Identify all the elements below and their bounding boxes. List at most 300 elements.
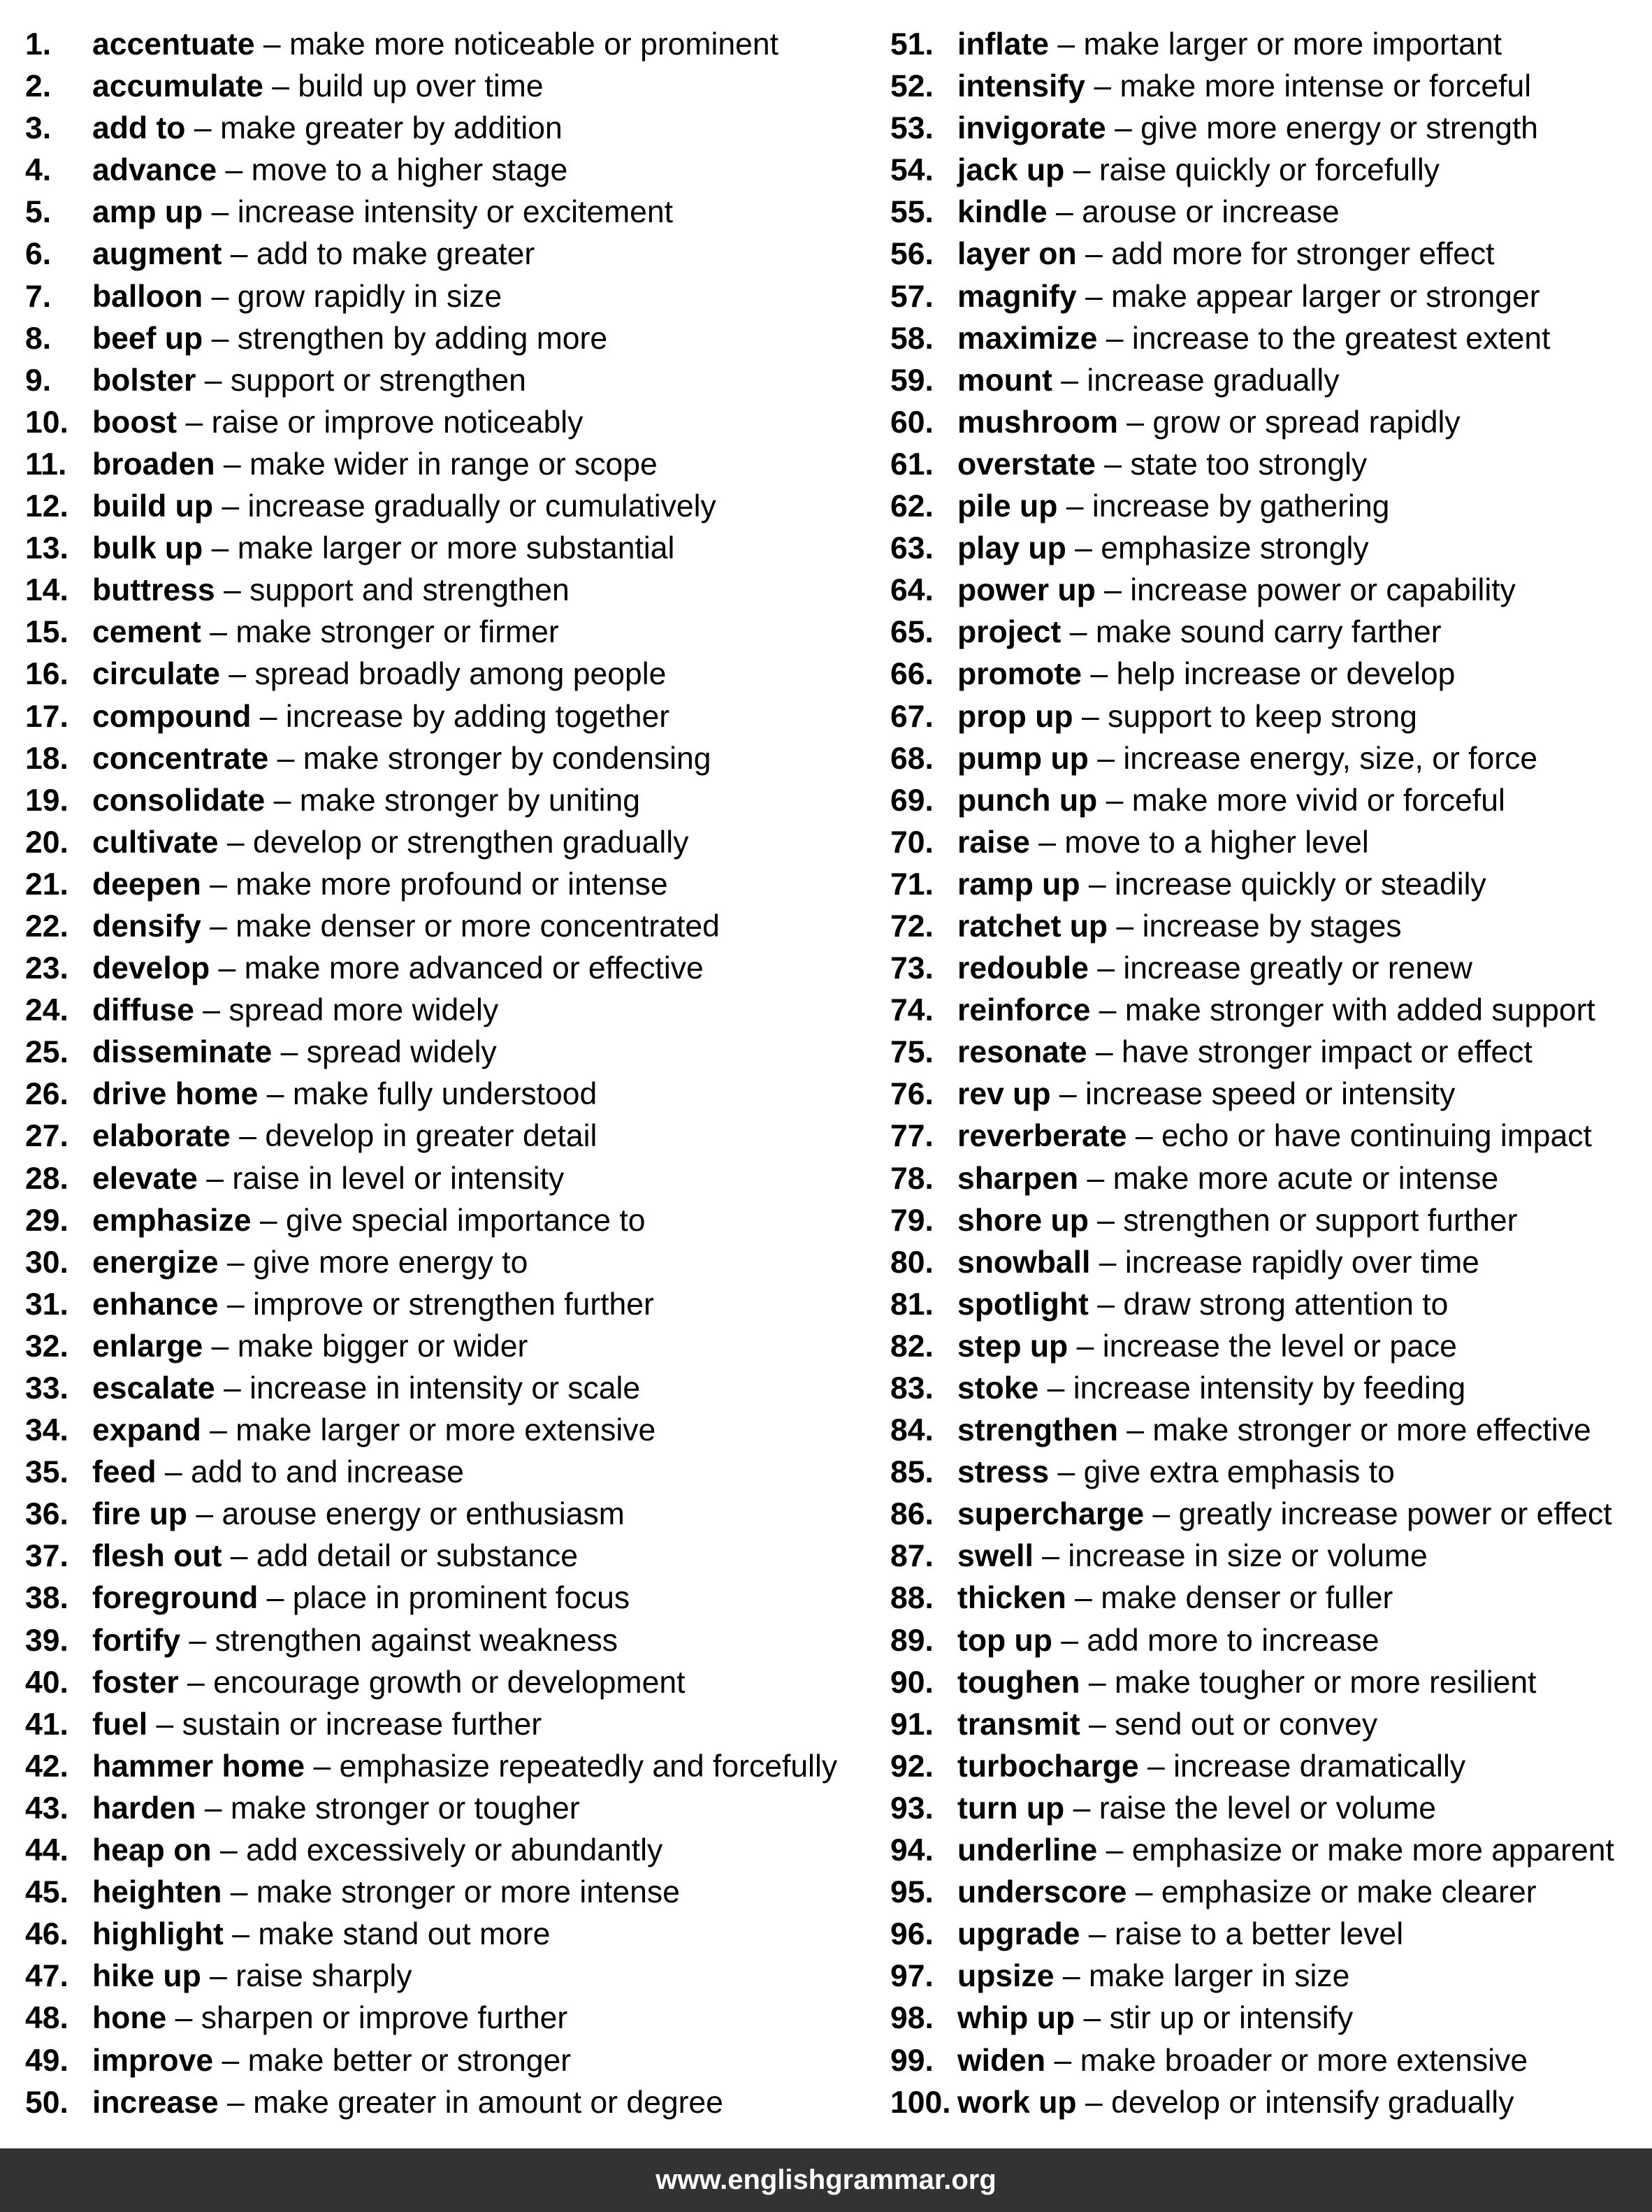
item-word: pile up xyxy=(957,489,1058,524)
item-separator: – xyxy=(265,783,300,818)
word-list-item xyxy=(25,526,871,568)
item-definition: move to a higher stage xyxy=(251,153,568,188)
item-word: raise xyxy=(957,825,1030,860)
word-list-item xyxy=(25,1911,871,1953)
item-number: 75. xyxy=(890,1035,934,1070)
item-number: 38. xyxy=(25,1581,68,1616)
item-word: hike up xyxy=(92,1959,201,1994)
item-definition: increase gradually xyxy=(1087,363,1340,398)
item-definition: make stronger or more intense xyxy=(256,1875,680,1910)
item-number: 40. xyxy=(25,1665,68,1700)
footer-website-link[interactable]: www.englishgrammar.org xyxy=(655,2164,997,2195)
item-number: 31. xyxy=(25,1287,68,1322)
item-word: augment xyxy=(92,237,222,272)
item-definition: increase rapidly over time xyxy=(1124,1245,1479,1280)
item-definition: spread widely xyxy=(306,1035,497,1070)
item-number: 58. xyxy=(890,321,934,356)
item-definition: make stronger by condensing xyxy=(303,741,711,776)
item-definition: make denser or fuller xyxy=(1101,1581,1393,1616)
item-definition: raise quickly or forcefully xyxy=(1099,153,1440,188)
item-word: disseminate xyxy=(92,1035,273,1070)
word-list-item xyxy=(25,484,871,526)
item-number: 91. xyxy=(890,1707,934,1742)
item-number: 70. xyxy=(890,825,934,860)
item-definition: draw strong attention to xyxy=(1123,1287,1449,1322)
item-number: 19. xyxy=(25,783,68,818)
item-separator: – xyxy=(203,279,238,314)
item-definition: state too strongly xyxy=(1130,447,1368,482)
item-number: 85. xyxy=(890,1455,934,1490)
item-definition: emphasize strongly xyxy=(1101,531,1369,566)
item-definition: arouse or increase xyxy=(1082,195,1340,230)
item-number: 52. xyxy=(890,69,934,104)
word-list-item xyxy=(890,2080,1652,2122)
item-definition: increase in intensity or scale xyxy=(249,1371,641,1405)
item-separator: – xyxy=(1076,279,1112,314)
item-number: 21. xyxy=(25,867,68,902)
item-number: 2. xyxy=(25,69,52,104)
item-number: 10. xyxy=(25,405,68,440)
word-list-item xyxy=(890,946,1652,988)
item-number: 15. xyxy=(25,615,68,650)
item-word: enhance xyxy=(92,1287,219,1322)
item-separator: – xyxy=(1117,405,1153,440)
item-definition: give more energy or strength xyxy=(1140,111,1539,146)
item-word: inflate xyxy=(957,27,1050,62)
item-word: diffuse xyxy=(92,993,194,1028)
right-word-column xyxy=(890,22,1652,2122)
item-definition: develop or intensify gradually xyxy=(1111,2085,1514,2120)
item-definition: make stronger with added support xyxy=(1124,993,1595,1028)
item-number: 25. xyxy=(25,1035,68,1070)
item-definition: increase energy, size, or force xyxy=(1123,741,1538,776)
item-definition: give extra emphasis to xyxy=(1083,1455,1395,1490)
item-number: 61. xyxy=(890,447,934,482)
item-word: kindle xyxy=(957,195,1048,230)
item-number: 8. xyxy=(25,321,52,356)
item-definition: build up over time xyxy=(298,69,544,104)
item-word: add to xyxy=(92,111,186,146)
item-separator: – xyxy=(185,111,220,146)
item-word: mushroom xyxy=(957,405,1118,440)
word-list-item xyxy=(890,1240,1652,1282)
item-word: buttress xyxy=(92,573,215,608)
left-word-column xyxy=(25,22,871,2122)
item-separator: – xyxy=(1066,531,1101,566)
item-definition: strengthen by adding more xyxy=(237,321,608,356)
item-word: ratchet up xyxy=(957,909,1108,944)
word-list-item xyxy=(25,358,871,400)
item-number: 29. xyxy=(25,1203,68,1238)
item-separator: – xyxy=(1097,783,1132,818)
item-separator: – xyxy=(1095,447,1131,482)
item-number: 7. xyxy=(25,279,52,314)
item-word: underline xyxy=(957,1833,1098,1868)
item-definition: make more noticeable or prominent xyxy=(289,27,778,62)
item-separator: – xyxy=(1064,153,1099,188)
item-definition: make appear larger or stronger xyxy=(1111,279,1540,314)
item-word: transmit xyxy=(957,1707,1080,1742)
item-separator: – xyxy=(1038,1371,1073,1405)
item-separator: – xyxy=(213,2043,248,2078)
item-number: 53. xyxy=(890,111,934,146)
item-separator: – xyxy=(222,1539,256,1574)
item-number: 93. xyxy=(890,1791,934,1826)
item-definition: make better or stronger xyxy=(247,2043,572,2078)
item-definition: encourage growth or development xyxy=(213,1665,686,1700)
word-list-item xyxy=(25,1282,871,1324)
word-list-item xyxy=(890,988,1652,1029)
item-separator: – xyxy=(1080,867,1115,902)
item-definition: increase by adding together xyxy=(285,699,670,734)
item-number: 100. xyxy=(890,2085,951,2120)
word-list-item xyxy=(25,1198,871,1240)
item-word: amp up xyxy=(92,195,203,230)
item-separator: – xyxy=(156,1455,191,1490)
word-list-item xyxy=(890,1324,1652,1366)
item-number: 76. xyxy=(890,1077,934,1112)
word-list-item xyxy=(890,64,1652,106)
item-definition: send out or convey xyxy=(1115,1707,1378,1742)
item-word: escalate xyxy=(92,1371,215,1405)
item-number: 89. xyxy=(890,1623,934,1658)
item-number: 81. xyxy=(890,1287,934,1322)
word-list-item xyxy=(25,231,871,273)
word-list-item xyxy=(25,609,871,651)
item-number: 86. xyxy=(890,1497,934,1532)
item-separator: – xyxy=(1108,909,1143,944)
item-number: 48. xyxy=(25,2001,68,2036)
word-list-item xyxy=(25,189,871,231)
word-list-item xyxy=(25,988,871,1029)
item-word: jack up xyxy=(957,153,1065,188)
item-separator: – xyxy=(218,1287,254,1322)
word-list-item xyxy=(25,22,871,64)
item-number: 66. xyxy=(890,657,934,692)
word-list-item xyxy=(25,1618,871,1660)
word-list-item xyxy=(25,904,871,946)
item-number: 99. xyxy=(890,2043,934,2078)
item-number: 3. xyxy=(25,111,52,146)
word-list-item xyxy=(890,1071,1652,1113)
item-number: 54. xyxy=(890,153,934,188)
word-list-item xyxy=(25,1575,871,1617)
word-list-item xyxy=(890,1198,1652,1240)
item-definition: make larger or more substantial xyxy=(237,531,675,566)
item-separator: – xyxy=(1033,1539,1068,1574)
item-definition: move to a higher level xyxy=(1064,825,1369,860)
item-separator: – xyxy=(201,867,236,902)
item-word: swell xyxy=(957,1539,1034,1574)
item-word: play up xyxy=(957,531,1066,566)
item-number: 51. xyxy=(890,27,934,62)
item-number: 1. xyxy=(25,27,52,62)
word-list-item xyxy=(25,400,871,442)
item-number: 73. xyxy=(890,951,934,986)
item-definition: raise or improve noticeably xyxy=(211,405,584,440)
item-definition: give more energy to xyxy=(253,1245,528,1280)
item-separator: – xyxy=(1045,2043,1080,2078)
item-definition: increase by stages xyxy=(1142,909,1402,944)
item-number: 71. xyxy=(890,867,934,902)
item-number: 45. xyxy=(25,1875,68,1910)
item-word: pump up xyxy=(957,741,1089,776)
item-separator: – xyxy=(1090,1245,1125,1280)
word-list-item xyxy=(25,1071,871,1113)
item-number: 6. xyxy=(25,237,52,272)
item-definition: emphasize repeatedly and forcefully xyxy=(339,1749,838,1784)
word-list-item xyxy=(890,1491,1652,1533)
item-separator: – xyxy=(272,1035,307,1070)
item-separator: – xyxy=(268,741,303,776)
item-number: 33. xyxy=(25,1371,68,1405)
item-definition: strengthen or support further xyxy=(1123,1203,1518,1238)
item-definition: develop in greater detail xyxy=(265,1119,597,1154)
item-number: 84. xyxy=(890,1413,934,1448)
item-separator: – xyxy=(1064,1791,1099,1826)
word-list-item xyxy=(25,1702,871,1744)
item-word: foster xyxy=(92,1665,179,1700)
item-separator: – xyxy=(210,951,245,986)
item-definition: raise the level or volume xyxy=(1099,1791,1437,1826)
item-number: 43. xyxy=(25,1791,68,1826)
word-list-item xyxy=(890,1113,1652,1155)
item-definition: make broader or more extensive xyxy=(1080,2043,1528,2078)
item-word: circulate xyxy=(92,657,221,692)
item-word: ramp up xyxy=(957,867,1080,902)
item-word: heighten xyxy=(92,1875,222,1910)
item-definition: make stronger by uniting xyxy=(299,783,641,818)
item-word: upgrade xyxy=(957,1917,1080,1952)
word-list-item xyxy=(25,1113,871,1155)
item-word: strengthen xyxy=(957,1413,1118,1448)
item-number: 50. xyxy=(25,2085,68,2120)
item-definition: make sound carry farther xyxy=(1095,615,1442,650)
item-separator: – xyxy=(258,1077,293,1112)
item-separator: – xyxy=(203,321,238,356)
item-word: hone xyxy=(92,2001,167,2036)
item-number: 12. xyxy=(25,489,68,524)
item-definition: support or strengthen xyxy=(230,363,526,398)
item-number: 56. xyxy=(890,237,934,272)
item-separator: – xyxy=(1087,1035,1122,1070)
item-definition: raise to a better level xyxy=(1115,1917,1404,1952)
word-list-item xyxy=(890,1911,1652,1953)
item-number: 65. xyxy=(890,615,934,650)
item-separator: – xyxy=(263,69,298,104)
item-separator: – xyxy=(1144,1497,1179,1532)
item-word: thicken xyxy=(957,1581,1066,1616)
item-number: 79. xyxy=(890,1203,934,1238)
item-separator: – xyxy=(1138,1749,1174,1784)
word-list-item xyxy=(25,1450,871,1491)
item-separator: – xyxy=(1080,1707,1115,1742)
item-definition: develop or strengthen gradually xyxy=(253,825,689,860)
item-number: 9. xyxy=(25,363,52,398)
word-list-item xyxy=(890,147,1652,189)
word-list-item xyxy=(890,1744,1652,1786)
item-separator: – xyxy=(218,1245,254,1280)
item-number: 46. xyxy=(25,1917,68,1952)
item-separator: – xyxy=(1126,1119,1161,1154)
item-word: fire up xyxy=(92,1497,187,1532)
word-list-item xyxy=(890,651,1652,693)
word-list-item xyxy=(25,694,871,736)
word-list-item xyxy=(890,189,1652,231)
item-definition: emphasize or make clearer xyxy=(1161,1875,1537,1910)
item-number: 41. xyxy=(25,1707,68,1742)
item-number: 60. xyxy=(890,405,934,440)
item-separator: – xyxy=(222,1875,256,1910)
item-separator: – xyxy=(1075,2001,1110,2036)
item-separator: – xyxy=(223,1917,259,1952)
item-word: turn up xyxy=(957,1791,1065,1826)
word-list-item xyxy=(890,22,1652,64)
item-separator: – xyxy=(178,1665,214,1700)
item-separator: – xyxy=(201,615,236,650)
item-word: compound xyxy=(92,699,252,734)
item-definition: make stand out more xyxy=(258,1917,551,1952)
word-list-item xyxy=(890,1029,1652,1071)
item-word: bulk up xyxy=(92,531,203,566)
item-number: 4. xyxy=(25,153,52,188)
item-number: 39. xyxy=(25,1623,68,1658)
item-definition: have stronger impact or effect xyxy=(1121,1035,1533,1070)
word-list-item xyxy=(25,1156,871,1198)
item-number: 14. xyxy=(25,573,68,608)
item-word: magnify xyxy=(957,279,1077,314)
item-definition: give special importance to xyxy=(286,1203,646,1238)
word-list-item xyxy=(890,609,1652,651)
item-word: fortify xyxy=(92,1623,181,1658)
item-separator: – xyxy=(1126,1875,1161,1910)
item-separator: – xyxy=(1076,2085,1112,2120)
item-separator: – xyxy=(218,825,254,860)
item-separator: – xyxy=(1095,573,1131,608)
item-separator: – xyxy=(1054,1959,1089,1994)
word-list-item xyxy=(890,862,1652,904)
item-word: mount xyxy=(957,363,1052,398)
item-word: resonate xyxy=(957,1035,1087,1070)
item-definition: increase in size or volume xyxy=(1068,1539,1428,1574)
word-list-item xyxy=(890,442,1652,484)
item-number: 92. xyxy=(890,1749,934,1784)
item-number: 94. xyxy=(890,1833,934,1868)
item-word: broaden xyxy=(92,447,215,482)
word-list-item xyxy=(890,274,1652,316)
item-definition: increase to the greatest extent xyxy=(1131,321,1551,356)
item-definition: make greater by addition xyxy=(219,111,563,146)
word-list-item xyxy=(25,64,871,106)
item-definition: make more vivid or forceful xyxy=(1131,783,1505,818)
item-definition: raise in level or intensity xyxy=(232,1161,565,1196)
item-word: overstate xyxy=(957,447,1096,482)
item-definition: arouse energy or enthusiasm xyxy=(222,1497,625,1532)
item-definition: increase greatly or renew xyxy=(1123,951,1473,986)
item-definition: greatly increase power or effect xyxy=(1178,1497,1612,1532)
item-word: intensify xyxy=(957,69,1085,104)
item-word: harden xyxy=(92,1791,196,1826)
word-list-item xyxy=(890,736,1652,778)
item-separator: – xyxy=(1080,1917,1115,1952)
word-list-item xyxy=(890,778,1652,820)
item-definition: make stronger or more effective xyxy=(1152,1413,1591,1448)
word-list-item xyxy=(25,1366,871,1408)
word-list-item xyxy=(25,1870,871,1911)
item-separator: – xyxy=(1106,111,1141,146)
item-word: redouble xyxy=(957,951,1089,986)
item-definition: increase intensity or excitement xyxy=(237,195,674,230)
word-list-item xyxy=(890,1702,1652,1744)
item-word: elevate xyxy=(92,1161,198,1196)
item-separator: – xyxy=(1076,237,1112,272)
item-separator: – xyxy=(1090,993,1125,1028)
item-definition: emphasize or make more apparent xyxy=(1131,1833,1614,1868)
item-number: 96. xyxy=(890,1917,934,1952)
item-word: increase xyxy=(92,2085,219,2120)
item-word: fuel xyxy=(92,1707,148,1742)
item-separator: – xyxy=(1088,1203,1124,1238)
item-definition: strengthen against weakness xyxy=(215,1623,618,1658)
word-list-item xyxy=(25,274,871,316)
item-word: invigorate xyxy=(957,111,1106,146)
item-number: 30. xyxy=(25,1245,68,1280)
item-word: enlarge xyxy=(92,1329,203,1364)
item-word: snowball xyxy=(957,1245,1091,1280)
item-separator: – xyxy=(215,1371,250,1405)
item-separator: – xyxy=(211,1833,247,1868)
item-separator: – xyxy=(1052,1623,1087,1658)
item-separator: – xyxy=(1097,321,1132,356)
item-definition: make more acute or intense xyxy=(1113,1161,1499,1196)
item-number: 36. xyxy=(25,1497,68,1532)
item-separator: – xyxy=(222,237,256,272)
item-number: 5. xyxy=(25,195,52,230)
item-definition: make tougher or more resilient xyxy=(1114,1665,1537,1700)
item-separator: – xyxy=(1052,363,1087,398)
item-word: heap on xyxy=(92,1833,212,1868)
item-separator: – xyxy=(1049,27,1084,62)
item-definition: add detail or substance xyxy=(256,1539,579,1574)
item-number: 64. xyxy=(890,573,934,608)
item-word: consolidate xyxy=(92,783,266,818)
item-word: emphasize xyxy=(92,1203,252,1238)
item-word: concentrate xyxy=(92,741,269,776)
item-definition: grow or spread rapidly xyxy=(1152,405,1461,440)
word-list-item xyxy=(890,1156,1652,1198)
word-list-item xyxy=(25,1408,871,1450)
item-separator: – xyxy=(203,1329,238,1364)
item-word: promote xyxy=(957,657,1082,692)
word-list-item xyxy=(890,1618,1652,1660)
item-word: bolster xyxy=(92,363,196,398)
item-word: elaborate xyxy=(92,1119,231,1154)
item-separator: – xyxy=(1117,1413,1153,1448)
item-number: 16. xyxy=(25,657,68,692)
item-word: reinforce xyxy=(957,993,1091,1028)
word-list-item xyxy=(890,568,1652,609)
item-definition: stir up or intensify xyxy=(1109,2001,1354,2036)
item-word: upsize xyxy=(957,1959,1055,1994)
item-number: 27. xyxy=(25,1119,68,1154)
item-separator: – xyxy=(196,1791,231,1826)
item-number: 35. xyxy=(25,1455,68,1490)
item-word: reverberate xyxy=(957,1119,1127,1154)
item-definition: add to and increase xyxy=(190,1455,464,1490)
item-word: accentuate xyxy=(92,27,255,62)
word-list-item xyxy=(890,484,1652,526)
item-definition: increase gradually or cumulatively xyxy=(247,489,716,524)
